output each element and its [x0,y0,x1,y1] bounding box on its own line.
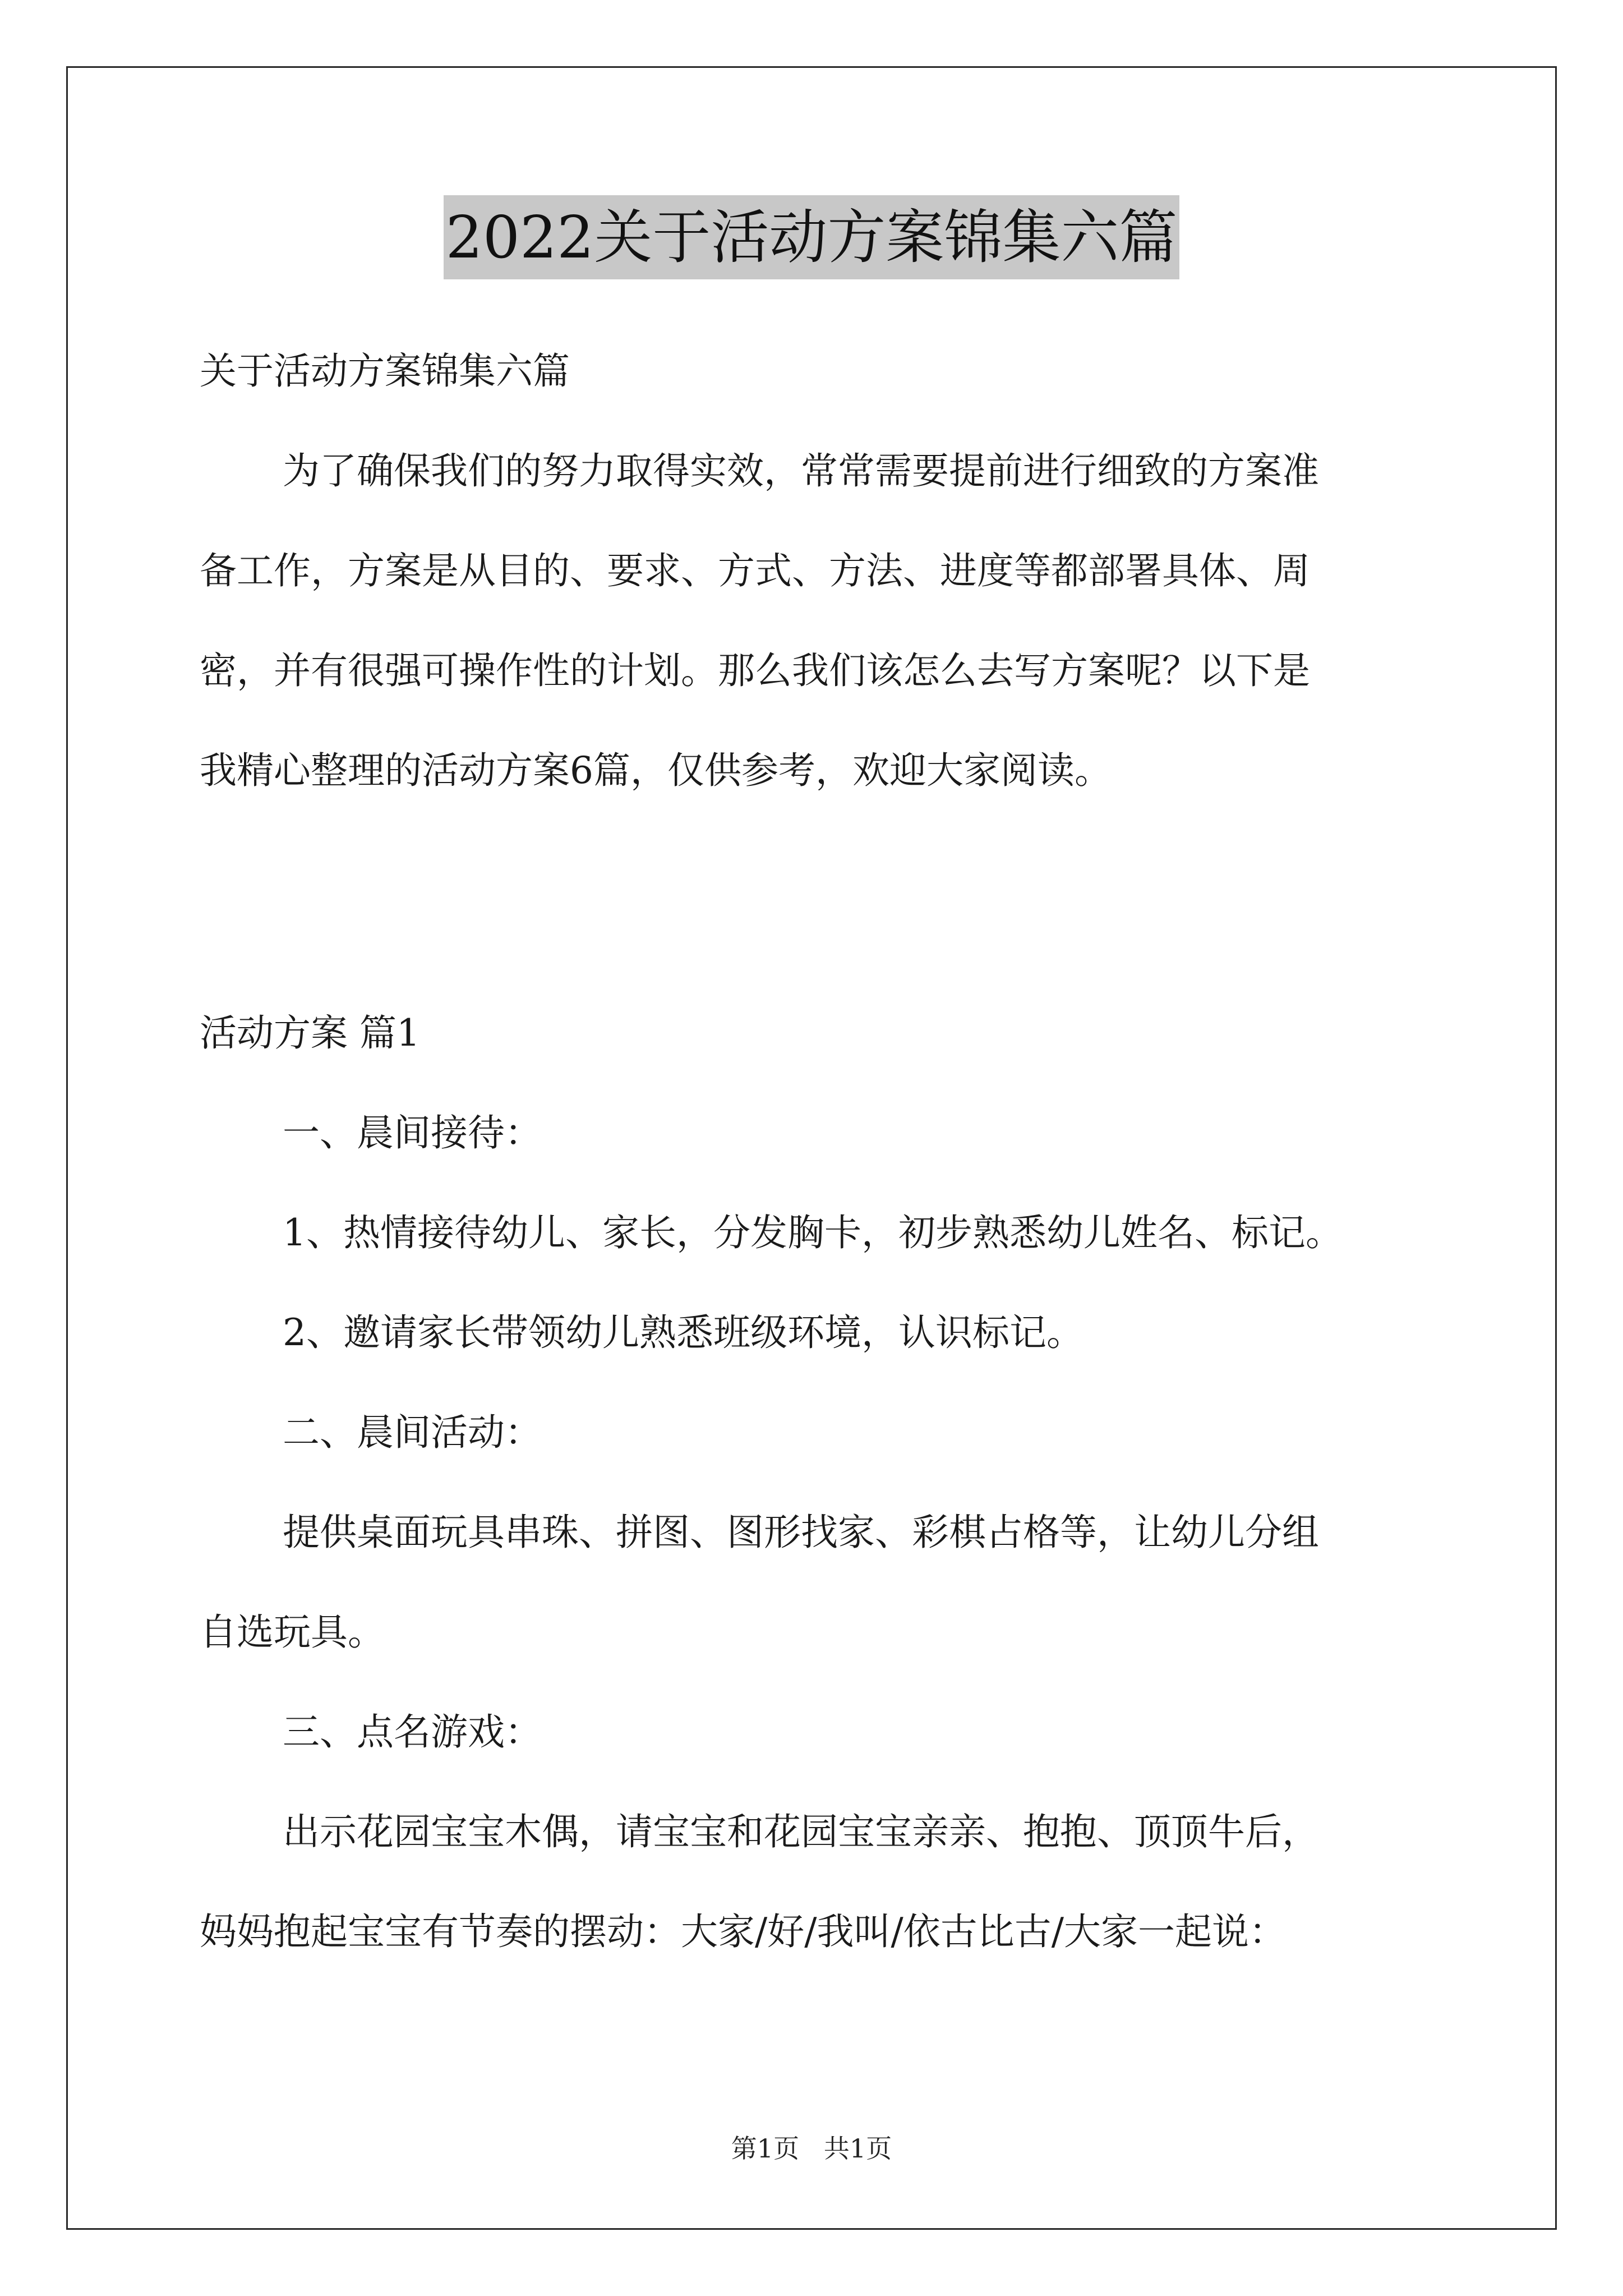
intro-line: 备工作，方案是从目的、要求、方式、方法、进度等都部署具体、周 [200,549,1310,592]
title-wrap [0,195,1623,279]
document-title: 2022关于活动方案锦集六篇 [444,195,1180,279]
body-line: 1、热情接待幼儿、家长，分发胸卡，初步熟悉幼儿姓名、标记。 [283,1211,1343,1254]
intro-line: 我精心整理的活动方案6篇，仅供参考，欢迎大家阅读。 [200,749,1112,792]
body-line: 妈妈抱起宝宝有节奏的摆动：大家/好/我叫/依古比古/大家一起说： [200,1910,1286,1953]
document-subtitle: 关于活动方案锦集六篇 [200,349,570,393]
page-footer: 第1页 共1页 [731,2133,892,2164]
body-line: 自选玩具。 [200,1611,385,1654]
body-line: 一、晨间接待： [283,1111,542,1154]
intro-line: 为了确保我们的努力取得实效，常常需要提前进行细致的方案准 [283,449,1319,493]
body-line: 三、点名游戏： [283,1710,542,1754]
body-line: 2、邀请家长带领幼儿熟悉班级环境，认识标记。 [283,1311,1083,1354]
body-line: 出示花园宝宝木偶，请宝宝和花园宝宝亲亲、抱抱、顶顶牛后， [283,1810,1319,1853]
body-line: 二、晨间活动： [283,1411,542,1454]
section-heading: 活动方案 篇1 [200,1011,420,1055]
intro-line: 密，并有很强可操作性的计划。那么我们该怎么去写方案呢？以下是 [200,649,1310,692]
body-line: 提供桌面玩具串珠、拼图、图形找家、彩棋占格等，让幼儿分组 [283,1511,1319,1554]
